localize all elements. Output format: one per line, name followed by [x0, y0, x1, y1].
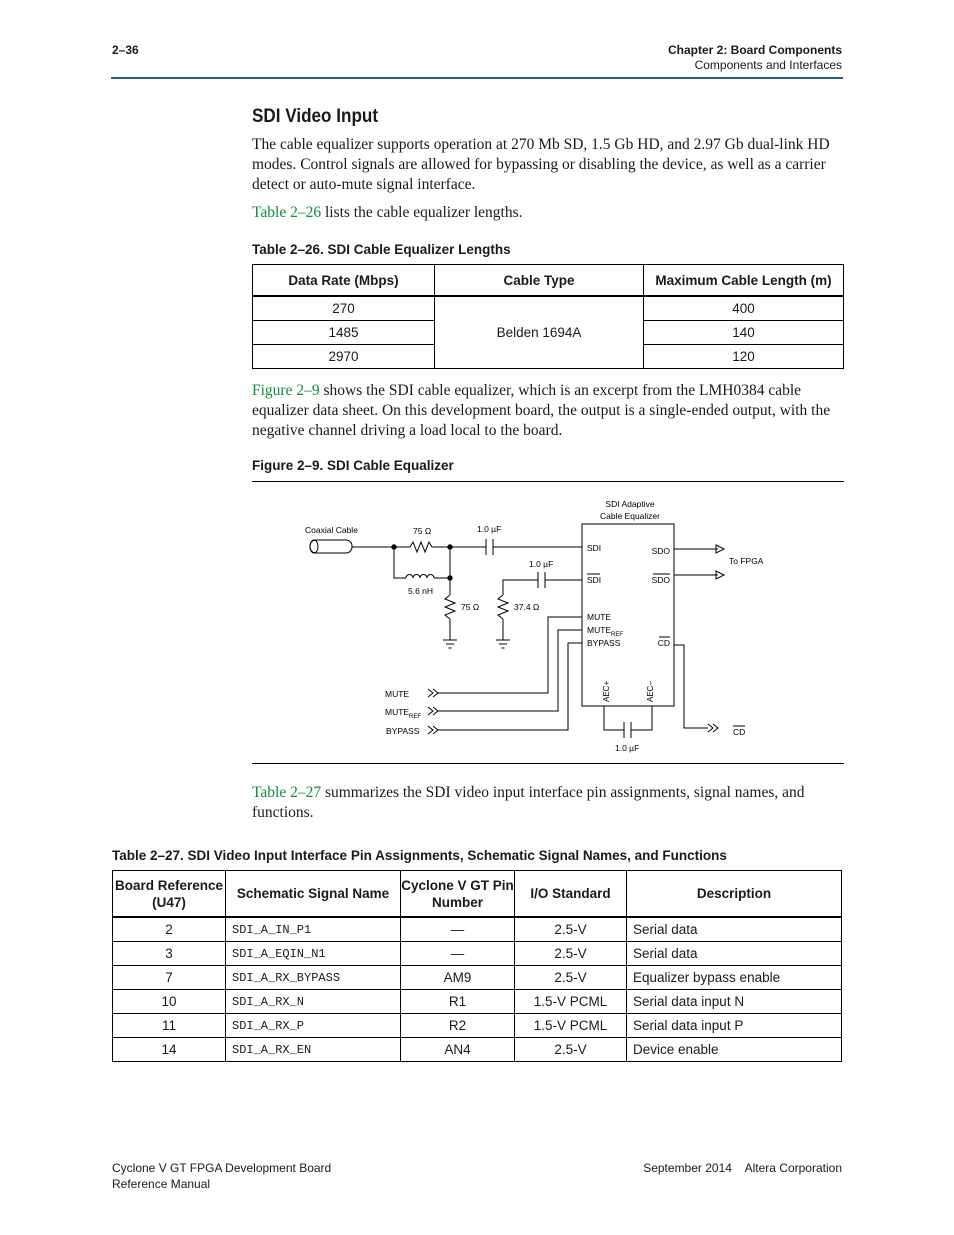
pin-cell: R1: [401, 990, 515, 1014]
signal-cell: SDI_A_IN_P1: [226, 917, 401, 942]
ref-cell: 10: [113, 990, 226, 1014]
length-cell: 400: [644, 296, 844, 321]
pin-cell: R2: [401, 1014, 515, 1038]
ref-cell: 11: [113, 1014, 226, 1038]
pin-aec-minus: AEC–: [646, 681, 655, 702]
rate-cell: 270: [253, 296, 435, 321]
length-cell: 120: [644, 345, 844, 369]
footer-doc-title: Cyclone V GT FPGA Development Board: [112, 1161, 332, 1175]
table-row: [113, 942, 842, 966]
rate-cell: 2970: [253, 345, 435, 369]
pin-sdi: SDI: [587, 543, 602, 553]
desc-cell: Equalizer bypass enable: [627, 966, 842, 990]
length-cell: 140: [644, 321, 844, 345]
table2-header: Cyclone V GT Pin Number: [401, 871, 515, 918]
io-cell: 2.5-V: [515, 942, 627, 966]
ext-mute-label: MUTE: [385, 689, 410, 699]
pin-sdo-n: SDO: [651, 575, 670, 585]
table2-link[interactable]: Table 2–27: [252, 784, 322, 801]
pin-sdi-n: SDI: [587, 575, 602, 585]
ext-muteref-label: MUTE: [385, 707, 410, 717]
figure-ref-text: shows the SDI cable equalizer, which is an excerpt from the LMH0384 cable equalizer data sheet. On this development board, the output is a single-ended output, with the negative channel driving a load local to the board.: [252, 382, 831, 439]
table1-caption: Table 2–26. SDI Cable Equalizer Lengths: [252, 242, 511, 257]
section-name: Components and Interfaces: [694, 58, 842, 72]
inductor-label: 5.6 nH: [408, 586, 434, 596]
ref-cell: 2: [113, 917, 226, 942]
table2-header: I/O Standard: [515, 871, 627, 918]
ext-bypass-label: BYPASS: [386, 726, 420, 736]
footer-left: [112, 1160, 331, 1192]
bypass-connector: [428, 726, 438, 734]
signal-cell: SDI_A_RX_N: [226, 990, 401, 1014]
ref-cell: 14: [113, 1038, 226, 1062]
ref-cell: 3: [113, 942, 226, 966]
io-cell: 2.5-V: [515, 1038, 627, 1062]
chapter-title: Chapter 2: Board Components: [667, 43, 842, 57]
section-title: SDI Video Input: [252, 106, 379, 127]
footer-right: September 2014 Altera Corporation: [643, 1161, 842, 1175]
signal-cell: SDI_A_EQIN_N1: [226, 942, 401, 966]
io-cell: 2.5-V: [515, 917, 627, 942]
table-row: [113, 1014, 842, 1038]
cap-mid-label: 1.0 µF: [529, 559, 554, 569]
table2-ref-paragraph: [252, 783, 844, 823]
r37-label: 37.4 Ω: [514, 602, 540, 612]
pin-sdo: SDO: [651, 546, 670, 556]
pin-assignment-table: [112, 870, 842, 1062]
pin-mute: MUTE: [587, 612, 612, 622]
desc-cell: Serial data: [627, 942, 842, 966]
cd-connector: [708, 724, 718, 732]
figure-caption: Figure 2–9. SDI Cable Equalizer: [252, 458, 454, 473]
cap-top-label: 1.0 µF: [477, 524, 502, 534]
io-cell: 1.5-V PCML: [515, 1014, 627, 1038]
table1-header: Maximum Cable Length (m): [644, 265, 844, 297]
page-number: 2–36: [112, 43, 139, 57]
mute-connector: [428, 689, 438, 697]
resistor-75-shunt: [445, 595, 455, 619]
table2-header: Board Reference (U47): [113, 871, 226, 918]
table1-ref-text: lists the cable equalizer lengths.: [321, 204, 523, 221]
pin-cell: AN4: [401, 1038, 515, 1062]
pin-cell: —: [401, 917, 515, 942]
desc-cell: Serial data: [627, 917, 842, 942]
table2-header: Description: [627, 871, 842, 918]
desc-cell: Serial data input N: [627, 990, 842, 1014]
intro-paragraph: The cable equalizer supports operation at 270 Mb SD, 1.5 Gb HD, and 2.97 Gb dual-link HD modes. Control signals are allowed for bypassing or disabling the device, as well as a carrier detect or auto-mute signal interface.: [252, 136, 830, 193]
r75-top-label: 75 Ω: [413, 526, 432, 536]
table2-header: Schematic Signal Name: [226, 871, 401, 918]
io-cell: 2.5-V: [515, 966, 627, 990]
table1-header: Cable Type: [435, 265, 644, 297]
desc-cell: Serial data input P: [627, 1014, 842, 1038]
resistor-75: [410, 542, 432, 552]
ext-muteref-sub: REF: [409, 714, 421, 720]
ref-cell: 7: [113, 966, 226, 990]
table-row: [113, 1038, 842, 1062]
resistor-37-4: [498, 595, 508, 619]
to-fpga-label: To FPGA: [729, 556, 764, 566]
table2-caption: Table 2–27. SDI Video Input Interface Pin Assignments, Schematic Signal Names, and Functions: [112, 848, 727, 863]
pin-aec-plus: AEC+: [602, 680, 611, 702]
pin-muteref-sub: REF: [611, 632, 623, 638]
cable-type-cell: Belden 1694A: [435, 296, 644, 369]
footer-doc-type: Reference Manual: [112, 1177, 211, 1191]
table-row: [113, 990, 842, 1014]
r75-shunt-label: 75 Ω: [461, 602, 480, 612]
io-cell: 1.5-V PCML: [515, 990, 627, 1014]
pin-muteref: MUTE: [587, 625, 612, 635]
table2-ref-text: summarizes the SDI video input interface pin assignments, signal names, and functions.: [252, 784, 805, 821]
cap-bottom-label: 1.0 µF: [615, 743, 640, 753]
coax-label: Coaxial Cable: [305, 525, 358, 535]
pin-bypass: BYPASS: [587, 638, 621, 648]
signal-cell: SDI_A_RX_P: [226, 1014, 401, 1038]
table-row: [113, 917, 842, 942]
signal-cell: SDI_A_RX_EN: [226, 1038, 401, 1062]
ext-cd-label: CD: [733, 727, 746, 737]
table1-header: Data Rate (Mbps): [253, 265, 435, 297]
figure-link[interactable]: Figure 2–9: [252, 382, 320, 399]
pin-cell: —: [401, 942, 515, 966]
desc-cell: Device enable: [627, 1038, 842, 1062]
muteref-connector: [428, 707, 438, 715]
pin-cell: AM9: [401, 966, 515, 990]
chip-title-2: Cable Equalizer: [599, 511, 661, 521]
table1-link[interactable]: Table 2–26: [252, 204, 322, 221]
table-row: [113, 966, 842, 990]
rate-cell: 1485: [253, 321, 435, 345]
chip-title-1: SDI Adaptive: [605, 499, 655, 509]
coax-end: [310, 540, 318, 553]
signal-cell: SDI_A_RX_BYPASS: [226, 966, 401, 990]
pin-cd: CD: [657, 638, 670, 648]
inductor: [406, 575, 434, 578]
